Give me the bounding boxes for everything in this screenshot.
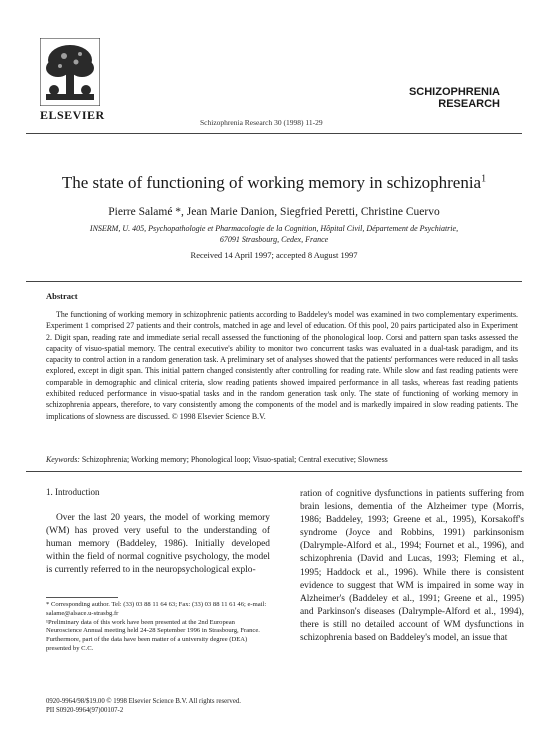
journal-citation: Schizophrenia Research 30 (1998) 11-29	[200, 118, 323, 127]
journal-name-line1: SCHIZOPHRENIA	[408, 86, 500, 98]
title-footnote-mark: 1	[481, 173, 487, 185]
abstract-text: The functioning of working memory in schizophrenic patients according to Baddeley's model was examined in two complementary experiments. Experiment 1 comprised 27 patients and their controls, matched in age and level of education. Of this pool, 20 pairs participated also in Experiment 2. Digit span, reading rate and immediate serial recall assessed the functioning of the phonological loop. Corsi and pattern span tasks assessed the capacity of visuo-spatial memory. The central executive's ability to monitor two concurrent tasks was evaluated in a dual-task paradigm, and its capacity to control action in a random generation task. A preliminary set of analyses showed that the patients' performances were reduced in all tasks explored, except in digit span. This initial pattern changed consistently after controlling for reading rate. While slow and fast reading patients were comparable in demographic and clinical criteria, slow reading patients showed impaired performance in all tasks, whereas fast reading patients exhibited reduced performance in visuo-spatial tasks and in the random generation task only. The state of functioning of working memory in schizophrenia appears, therefore, to vary consistently among the components of the model and is markedly impaired in slow reading patients. The implications of slowness are discussed. © 1998 Elsevier Science B.V.	[46, 310, 518, 421]
publisher-name: ELSEVIER	[40, 108, 105, 122]
journal-name-line2: RESEARCH	[438, 98, 500, 110]
keywords-bottom-rule	[26, 471, 522, 472]
publisher-logo	[40, 38, 100, 106]
abstract-heading: Abstract	[46, 291, 78, 301]
pii-line: PII S0920-9964(97)00107-2	[46, 707, 124, 714]
keywords-text: Schizophrenia; Working memory; Phonological loop; Visuo-spatial; Central executive; Slowness	[81, 455, 388, 464]
journal-name	[370, 86, 500, 110]
footnotes	[46, 601, 270, 654]
intro-paragraph-left: Over the last 20 years, the model of working memory (WM) has proved very useful to the understanding of human memory (Baddeley, 1986). Initially developed within the field of normal cognitive psychology, the model is currently referred to in the neuropsychological explo-	[46, 513, 270, 576]
intro-paragraph-right: ration of cognitive dysfunctions in patients suffering from brain lesions, dementia of the Alzheimer type (Morris, 1986; Baddeley, 1993; Greene et al., 1995), Korsakoff's syndrome (Joyce and Robbins, 1991) parkinsonism (Dalrymple-Alford et al., 1994; Fournet et al., 1996), and schizophrenia (David and Lucas, 1993; Fleming et al., 1995; Haddock et al., 1996). While there is consistent evidence to suggest that WM is impaired in some way in Alzheimer's (Baddeley et al., 1991; Greene et al., 1995) and Parkinson's diseases (Dalrymple-Alford et al., 1994), there is still no detailed account of WM dysfunctions in schizophrenia based on Baddeley's model, an issue that	[300, 489, 524, 644]
header-rule	[26, 133, 522, 134]
affiliation-line1: INSERM, U. 405, Psychopathologie et Pharmacologie de la Cognition, Hôpital Civil, Département de Psychiatrie,	[89, 224, 459, 233]
keywords-label: Keywords:	[46, 455, 80, 464]
received-dates: Received 14 April 1997; accepted 8 August 1997	[190, 250, 358, 260]
section-heading-introduction: 1. Introduction	[46, 487, 100, 497]
footnote-preliminary: ¹Preliminary data of this work have been presented at the 2nd European Neuroscience Annual meeting held 24-28 September 1996 in Strasbourg, France. Furthermore, part of the data have been matter of a university degree (DEA) presented by C.C.	[46, 618, 260, 652]
keywords	[46, 455, 518, 464]
abstract-top-rule	[26, 281, 522, 282]
author-list: Pierre Salamé *, Jean Marie Danion, Siegfried Peretti, Christine Cuervo	[108, 206, 440, 218]
copyright-block	[46, 697, 366, 715]
article-title-text: The state of functioning of working memory in schizophrenia	[61, 173, 482, 192]
affiliation-line2: 67091 Strasbourg, Cedex, France	[219, 235, 329, 244]
article-title	[30, 173, 518, 193]
footnote-corresponding-author: * Corresponding author. Tel: (33) 03 88 11 64 63; Fax: (33) 03 88 11 61 46; e-mail: salame@alsace.u-strasbg.fr	[46, 601, 267, 617]
affiliation	[60, 223, 488, 245]
copyright-line: 0920-9964/98/$19.00 © 1998 Elsevier Science B.V. All rights reserved.	[46, 698, 241, 705]
footnote-rule	[46, 597, 118, 598]
